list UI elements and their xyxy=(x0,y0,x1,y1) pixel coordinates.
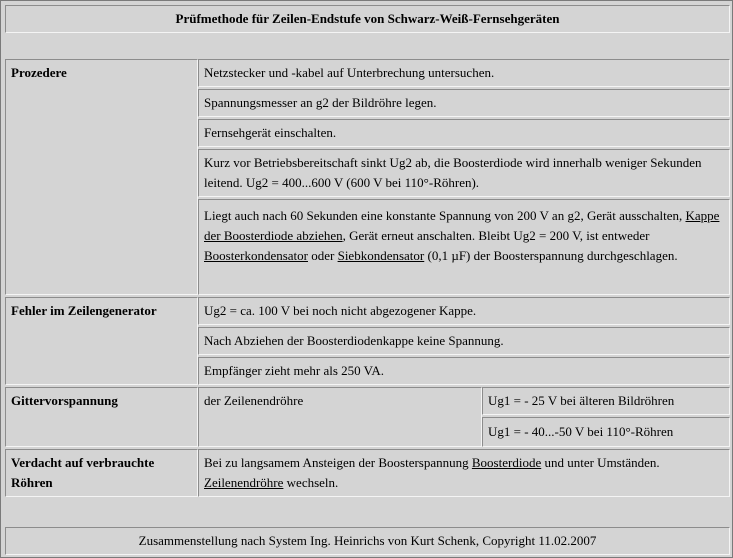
gitter-value-2: Ug1 = - 40...-50 V bei 110°-Röhren xyxy=(482,417,730,447)
siebkondensator-link[interactable]: Siebkondensator xyxy=(337,248,425,263)
step-5-text-c: oder xyxy=(307,248,338,263)
footer-copyright: Zusammenstellung nach System Ing. Heinrichs von Kurt Schenk, Copyright 11.02.2007 xyxy=(5,527,730,555)
step-5-text-d: (0,1 µF) der Boosterspannung durchgeschlagen. xyxy=(424,248,678,263)
gitter-value-1: Ug1 = - 25 V bei älteren Bildröhren xyxy=(482,387,730,415)
step-5-text-b: , Gerät erneut anschalten. Bleibt Ug2 = 200 V, ist entweder xyxy=(342,228,650,243)
zeilenendroehre-link[interactable]: Zeilenendröhre xyxy=(204,475,284,490)
kappe-boosterdiode-link[interactable]: Kappe der Boosterdiode abziehen xyxy=(204,208,720,243)
section-label-gitter: Gittervorspannung xyxy=(5,387,198,447)
verdacht-text-b: und unter Umständen. xyxy=(541,455,660,470)
prozedere-step-5 xyxy=(198,199,730,295)
fehler-row-3: Empfänger zieht mehr als 250 VA. xyxy=(198,357,730,385)
fehler-row-2: Nach Abziehen der Boosterdiodenkappe keine Spannung. xyxy=(198,327,730,355)
gitter-middle: der Zeilenendröhre xyxy=(198,387,482,447)
section-label-fehler: Fehler im Zeilengenerator xyxy=(5,297,198,385)
prozedere-step-3: Fernsehgerät einschalten. xyxy=(198,119,730,147)
fehler-row-1: Ug2 = ca. 100 V bei noch nicht abgezogener Kappe. xyxy=(198,297,730,325)
section-label-verdacht: Verdacht auf verbrauchte Röhren xyxy=(5,449,198,497)
boosterdiode-link[interactable]: Boosterdiode xyxy=(471,455,542,470)
verdacht-text xyxy=(198,449,730,497)
step-5-text-a: Liegt auch nach 60 Sekunden eine konstante Spannung von 200 V an g2, Gerät ausschalten, xyxy=(204,208,686,223)
boosterkondensator-link[interactable]: Boosterkondensator xyxy=(204,248,308,263)
prozedere-step-4: Kurz vor Betriebsbereitschaft sinkt Ug2 ab, die Boosterdiode wird innerhalb weniger Sekunden leitend. Ug2 = 400...600 V (600 V bei 110°-Röhren). xyxy=(198,149,730,197)
verdacht-text-c: wechseln. xyxy=(283,475,339,490)
prozedere-step-1: Netzstecker und -kabel auf Unterbrechung untersuchen. xyxy=(198,59,730,87)
prozedere-step-2: Spannungsmesser an g2 der Bildröhre legen. xyxy=(198,89,730,117)
section-label-prozedere: Prozedere xyxy=(5,59,198,295)
verdacht-text-a: Bei zu langsamem Ansteigen der Boosterspannung xyxy=(204,455,472,470)
page-title: Prüfmethode für Zeilen-Endstufe von Schwarz-Weiß-Fernsehgeräten xyxy=(5,5,730,33)
